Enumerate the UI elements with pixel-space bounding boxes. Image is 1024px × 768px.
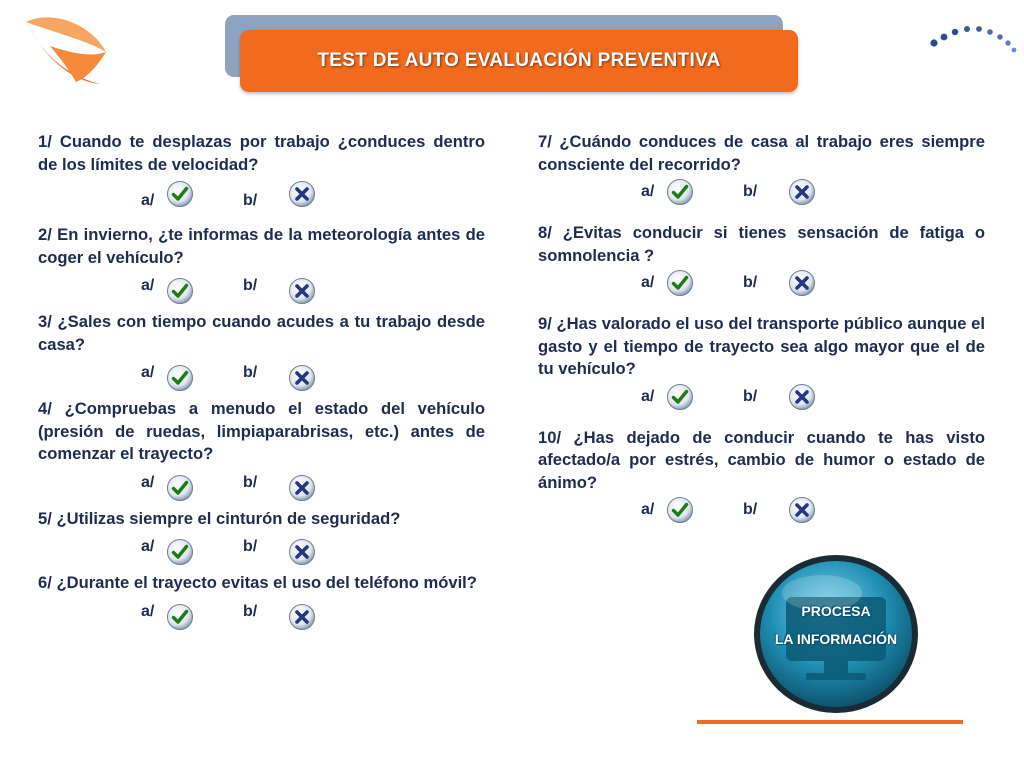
- question-3: 3/ ¿Sales con tiempo cuando acudes a tu trabajo desde casa?: [38, 312, 485, 354]
- option-a-label: a/: [141, 538, 155, 555]
- bottom-divider: [697, 720, 963, 724]
- questions-left-column: [38, 131, 485, 627]
- check-icon[interactable]: [666, 496, 694, 524]
- check-icon[interactable]: [166, 603, 194, 631]
- answer-row-5: [38, 530, 485, 562]
- question-10: 10/ ¿Has dejado de conducir cuando te has visto afectado/a por estrés, cambio de humor o estado de ánimo?: [538, 427, 985, 492]
- questions-right-column: [538, 131, 985, 526]
- option-a-label: a/: [141, 277, 155, 294]
- answer-row-3: [38, 356, 485, 388]
- check-icon[interactable]: [166, 364, 194, 392]
- company-logo-dots: [928, 22, 1018, 62]
- option-a-label: a/: [641, 501, 655, 518]
- option-b-label: b/: [243, 602, 258, 620]
- option-a-label: a/: [641, 387, 655, 405]
- answer-row-10: [538, 494, 985, 526]
- cross-icon[interactable]: [788, 178, 816, 206]
- cross-icon[interactable]: [788, 269, 816, 297]
- badge-line-1: PROCESA: [801, 603, 871, 619]
- page-title: TEST DE AUTO EVALUACIÓN PREVENTIVA: [317, 50, 721, 71]
- option-b-label: b/: [243, 192, 258, 209]
- question-8: 8/ ¿Evitas conducir si tienes sensación de fatiga o somnolencia ?: [538, 223, 985, 265]
- cross-icon[interactable]: [288, 364, 316, 392]
- option-b-label: b/: [243, 364, 258, 381]
- cross-icon[interactable]: [788, 496, 816, 524]
- question-4: 4/ ¿Compruebas a menudo el estado del vehículo (presión de ruedas, limpiaparabrisas, etc.) antes de comenzar el trayecto?: [38, 399, 485, 463]
- answer-row-4: [38, 466, 485, 498]
- check-icon[interactable]: [666, 383, 694, 411]
- option-a-label: a/: [141, 602, 155, 620]
- question-5: 5/ ¿Utilizas siempre el cinturón de seguridad?: [38, 508, 401, 528]
- option-a-label: a/: [141, 473, 155, 491]
- option-b-label: b/: [243, 277, 258, 294]
- question-6: 6/ ¿Durante el trayecto evitas el uso del teléfono móvil?: [38, 573, 477, 592]
- company-logo-left: [20, 12, 112, 90]
- answer-row-2: [38, 269, 485, 301]
- option-a-label: a/: [141, 192, 155, 209]
- option-b-label: b/: [243, 473, 258, 491]
- option-a-label: a/: [641, 274, 655, 291]
- cross-icon[interactable]: [288, 603, 316, 631]
- check-icon[interactable]: [166, 277, 194, 305]
- question-9: 9/ ¿Has valorado el uso del transporte público aunque el gasto y el tiempo de trayecto sea algo mayor que el de tu vehículo?: [538, 314, 985, 378]
- question-2: 2/ En invierno, ¿te informas de la meteorología antes de coger el vehículo?: [38, 225, 485, 267]
- option-a-label: a/: [141, 364, 155, 381]
- badge-line-2: LA INFORMACIÓN: [774, 631, 898, 647]
- check-icon[interactable]: [666, 269, 694, 297]
- option-b-label: b/: [743, 387, 758, 405]
- cross-icon[interactable]: [288, 180, 316, 208]
- question-7: 7/ ¿Cuándo conduces de casa al trabajo eres siempre consciente del recorrido?: [538, 132, 985, 174]
- title-banner: [240, 30, 798, 92]
- check-icon[interactable]: [166, 538, 194, 566]
- question-1: 1/ Cuando te desplazas por trabajo ¿conduces dentro de los límites de velocidad?: [38, 132, 485, 174]
- option-a-label: a/: [641, 183, 655, 200]
- option-b-label: b/: [243, 538, 258, 555]
- answer-row-7: [538, 176, 985, 208]
- check-icon[interactable]: [166, 474, 194, 502]
- option-b-label: b/: [743, 274, 758, 291]
- check-icon[interactable]: [666, 178, 694, 206]
- answer-row-9: [538, 381, 985, 413]
- answer-row-6: [38, 595, 485, 627]
- cross-icon[interactable]: [788, 383, 816, 411]
- cross-icon[interactable]: [288, 474, 316, 502]
- cross-icon[interactable]: [288, 277, 316, 305]
- option-b-label: b/: [743, 183, 758, 200]
- check-icon[interactable]: [166, 180, 194, 208]
- cross-icon[interactable]: [288, 538, 316, 566]
- answer-row-1: [38, 176, 485, 214]
- option-b-label: b/: [743, 501, 758, 518]
- answer-row-8: [538, 267, 985, 299]
